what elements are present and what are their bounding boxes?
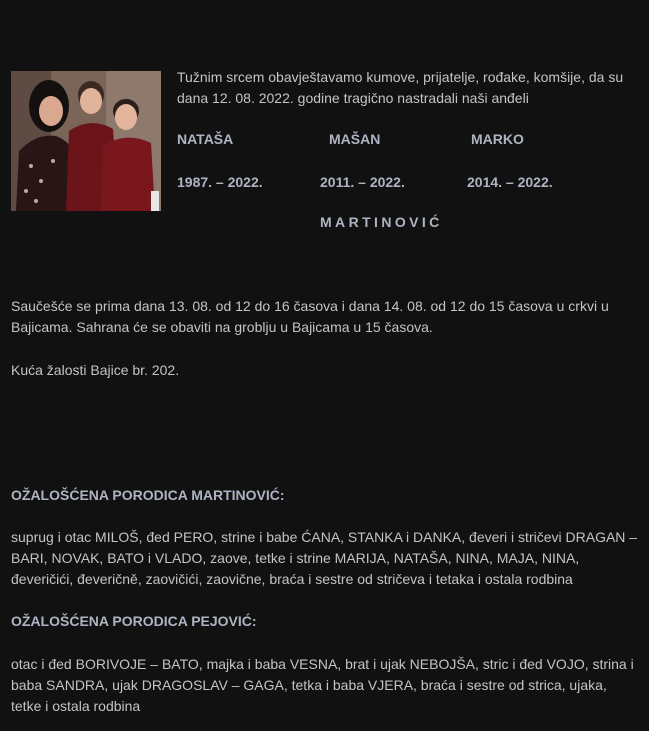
deceased-years-1: 1987. – 2022. <box>177 174 263 190</box>
deceased-years-3: 2014. – 2022. <box>467 174 553 190</box>
family-members-martinovic: suprug i otac MILOŠ, đed PERO, strine i babe ĆANA, STANKA i DANKA, đeveri i stričevi DRAGAN – BARI, NOVAK, BATO i VLADO, zaove, tetke i strine MARIJA, NATAŠA, NINA, MAJA, NINA, đeveričići, đeveričně, zaovičići, zaovične, braća i sestre od stričeva i tetaka i ostala rodbina <box>11 529 638 587</box>
family-members-pejovic: otac i đed BORIVOJE – BATO, majka i baba VESNA, brat i ujak NEBOJŠA, stric i đed VOJO, strina i baba SANDRA, ujak DRAGOSLAV – GAGA, tetka i baba VJERA, braća i sestre od strica, ujaka, tetke i ostala rodbina <box>11 656 634 714</box>
condolences-text: Saučešće se prima dana 13. 08. od 12 do 16 časova i dana 14. 08. od 12 do 15 časova u crkvi u Bajicama. Sahrana će se obaviti na groblju u Bajicama u 15 časova. <box>11 298 609 335</box>
intro-text: Tužnim srcem obavještavamo kumove, prijatelje, rođake, komšije, da su dana 12. 08. 2022. godine tragično nastradali naši anđeli <box>177 69 624 106</box>
deceased-years-2: 2011. – 2022. <box>320 174 405 190</box>
family-photo <box>11 71 161 211</box>
deceased-name-3: MARKO <box>471 131 524 147</box>
family-heading-martinovic: OŽALOŠĆENA PORODICA MARTINOVIĆ: <box>11 487 285 503</box>
family-heading-pejovic: OŽALOŠĆENA PORODICA PEJOVIĆ: <box>11 613 257 629</box>
deceased-name-2: MAŠAN <box>329 131 381 147</box>
house-of-mourning: Kuća žalosti Bajice br. 202. <box>11 362 180 378</box>
deceased-name-1: NATAŠA <box>177 131 234 147</box>
family-surname: MARTINOVIĆ <box>320 214 443 230</box>
